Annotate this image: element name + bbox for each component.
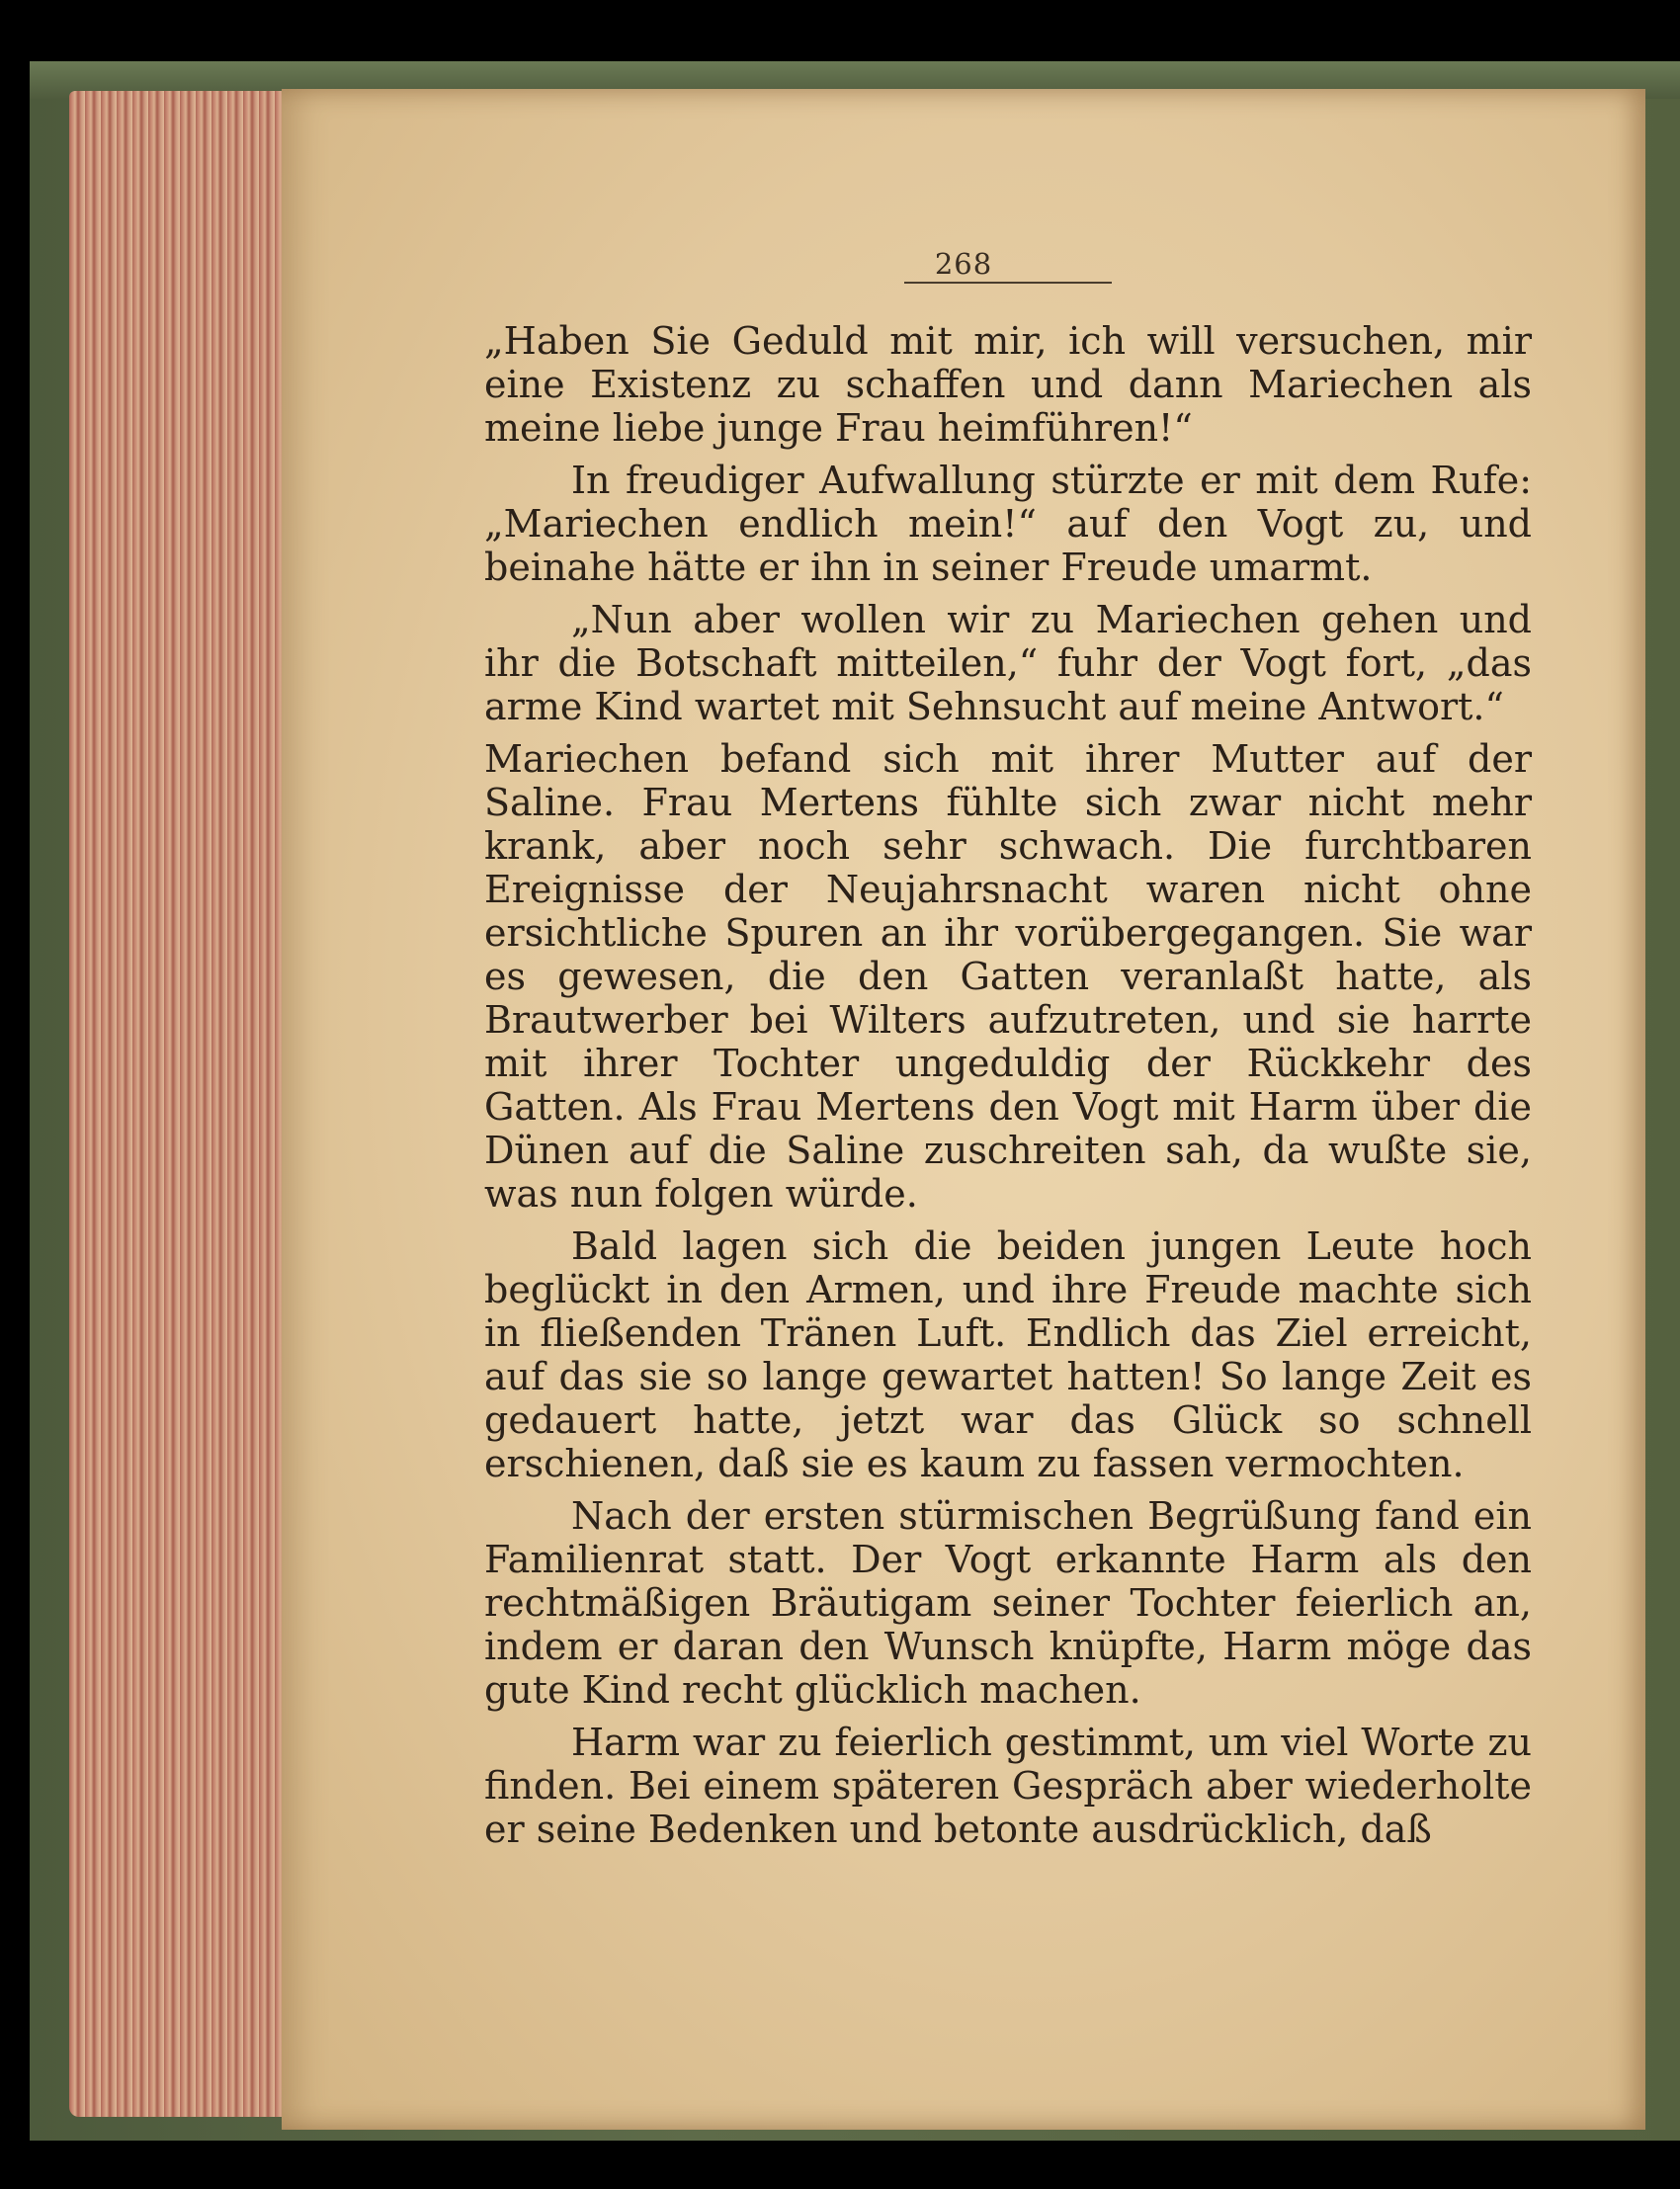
page-body-text xyxy=(484,319,1532,1860)
paragraph-5: Bald lagen sich die beiden jungen Leute hoch beglückt in den Armen, und ihre Freude machte sich in fließenden Tränen Luft. Endlich das Ziel erreicht, auf das sie so lange gewartet hatten! So lange Zeit es gedauert hatte, jetzt war das Glück so schnell erschienen, daß sie es kaum zu fassen vermochten. xyxy=(484,1224,1532,1485)
paragraph-6: Nach der ersten stürmischen Begrüßung fand ein Familienrat statt. Der Vogt erkannte Harm als den rechtmäßigen Bräutigam seiner Tochter feierlich an, indem er daran den Wunsch knüpfte, Harm möge das gute Kind recht glücklich machen. xyxy=(484,1494,1532,1712)
book-page xyxy=(282,89,1645,2130)
paragraph-2: In freudiger Aufwallung stürzte er mit dem Rufe: „Mariechen endlich mein!“ auf den Vogt zu, und beinahe hätte er ihn in seiner Freude umarmt. xyxy=(484,459,1532,589)
paragraph-1: „Haben Sie Geduld mit mir, ich will versuchen, mir eine Existenz zu schaffen und dann Mariechen als meine liebe junge Frau heimführen!“ xyxy=(484,319,1532,450)
header-rule xyxy=(904,282,1112,284)
paragraph-7: Harm war zu feierlich gestimmt, um viel Worte zu finden. Bei einem späteren Gespräch aber wiederholte er seine Bedenken und betonte ausdrücklich, daß xyxy=(484,1721,1532,1851)
page-header xyxy=(282,247,1645,281)
page-number: 268 xyxy=(934,247,993,281)
paragraph-4: Mariechen befand sich mit ihrer Mutter auf der Saline. Frau Mertens fühlte sich zwar nicht mehr krank, aber noch sehr schwach. Die furchtbaren Ereignisse der Neujahrsnacht waren nicht ohne ersichtliche Spuren an ihr vorübergegangen. Sie war es gewesen, die den Gatten veranlaßt hatte, als Brautwerber bei Wilters aufzutreten, und sie harrte mit ihrer Tochter ungeduldig der Rückkehr des Gatten. Als Frau Mertens den Vogt mit Harm über die Dünen auf die Saline zuschreiten sah, da wußte sie, was nun folgen würde. xyxy=(484,737,1532,1216)
page-stack-edges xyxy=(69,91,287,2117)
paragraph-3: „Nun aber wollen wir zu Mariechen gehen und ihr die Botschaft mitteilen,“ fuhr der Vogt fort, „das arme Kind wartet mit Sehnsucht auf meine Antwort.“ xyxy=(484,598,1532,728)
